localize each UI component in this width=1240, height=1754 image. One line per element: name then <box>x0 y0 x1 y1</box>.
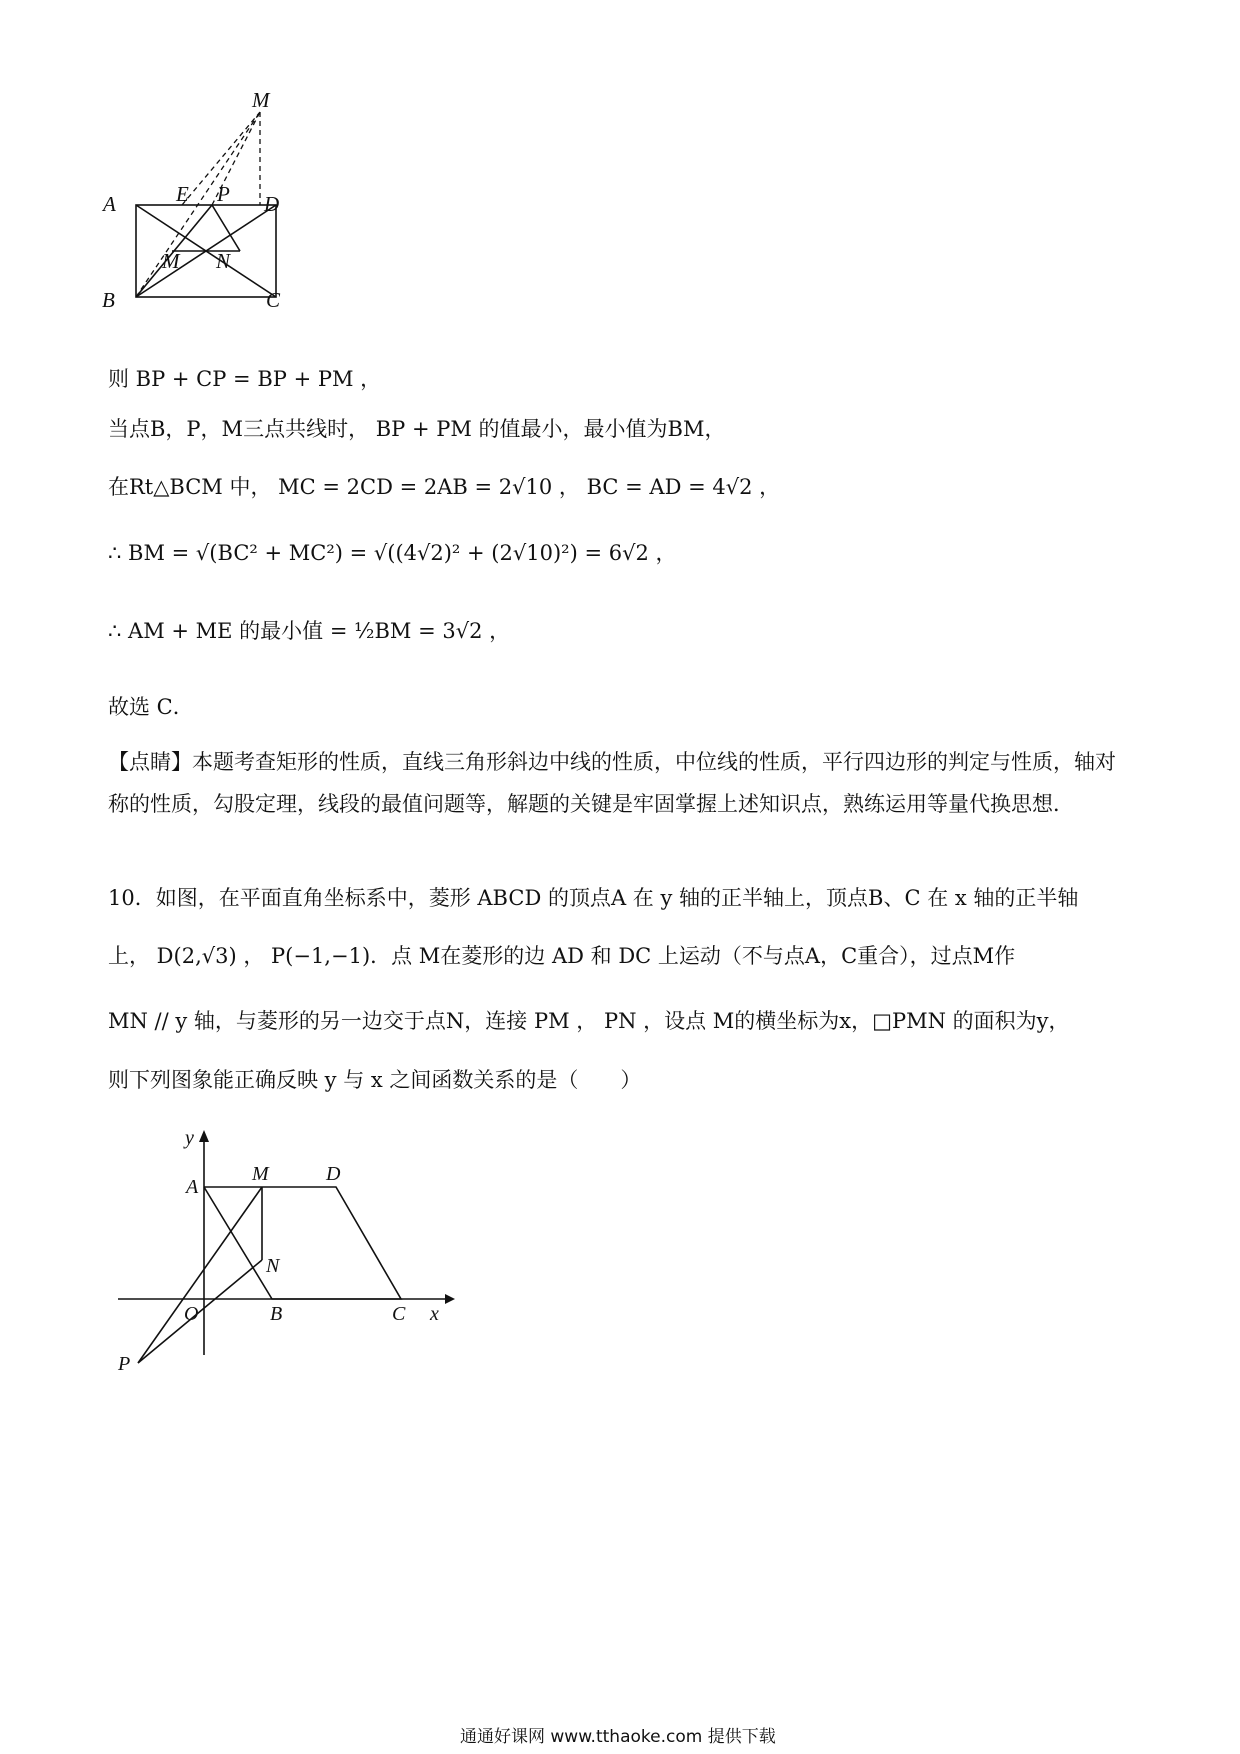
label-m: M <box>252 1163 269 1185</box>
label-c: C <box>266 288 281 312</box>
label-e: E <box>176 182 189 206</box>
solution-line-6: 故选 C． <box>108 695 194 719</box>
solution-line-5: ∴ AM + ME 的最小值 = ½BM = 3√2 ， <box>108 619 511 643</box>
solution-line-1: 则 BP + CP = BP + PM ， <box>108 367 382 391</box>
label-n: N <box>216 249 231 273</box>
solution-line-4: ∴ BM = √(BC² + MC²) = √((4√2)² + (2√10)²) = 6√2 ， <box>108 541 677 565</box>
label-p: P <box>217 182 230 206</box>
label-o: O <box>184 1303 199 1325</box>
x-axis-arrow <box>445 1294 455 1304</box>
question-line-4: 则下列图象能正确反映 y 与 x 之间函数关系的是（ ） <box>108 1068 642 1092</box>
label-d: D <box>264 192 280 216</box>
label-c: C <box>392 1303 406 1325</box>
label-d: D <box>326 1163 341 1185</box>
solution-line-2: 当点B，P，M三点共线时， BP + PM 的值最小，最小值为BM， <box>108 417 726 441</box>
label-b: B <box>270 1303 283 1325</box>
y-axis-arrow <box>199 1130 209 1142</box>
footer-text: 通通好课网 www.tthaoke.com 提供下载 <box>460 1727 776 1747</box>
question-line-2: 上， D(2,√3) ， P(−1,−1)．点 M在菱形的边 AD 和 DC 上运动（不与点A，C重合），过点M作 <box>108 944 1016 968</box>
figure-rectangle <box>100 85 330 355</box>
solution-comment: 【点睛】本题考查矩形的性质，直线三角形斜边中线的性质，中位线的性质，平行四边形的判定与性质，轴对称的性质，勾股定理，线段的最值问题等，解题的关键是牢固掌握上述知识点，熟练运用等量代换思想． <box>108 750 1116 816</box>
label-x: x <box>430 1303 439 1325</box>
label-m-inner: M <box>162 249 180 273</box>
rhombus-abcd <box>204 1187 401 1299</box>
label-n: N <box>266 1255 280 1277</box>
label-b: B <box>102 288 115 312</box>
label-a: A <box>186 1176 199 1198</box>
label-p: P <box>118 1353 131 1375</box>
label-y: y <box>185 1127 194 1149</box>
figure-coordinate-rhombus <box>100 1120 460 1385</box>
question-line-3: MN // y 轴，与菱形的另一边交于点N，连接 PM ， PN ，设点 M的横坐标为x，□PMN 的面积为y， <box>108 1009 1070 1033</box>
solution-line-3: 在Rt△BCM 中， MC = 2CD = 2AB = 2√10 ， BC = AD = 4√2 ， <box>108 475 781 499</box>
question-line-1: 10．如图，在平面直角坐标系中，菱形 ABCD 的顶点A 在 y 轴的正半轴上，顶点B、C 在 x 轴的正半轴 <box>108 886 1079 910</box>
label-a: A <box>103 192 116 216</box>
label-m-top: M <box>252 88 270 112</box>
